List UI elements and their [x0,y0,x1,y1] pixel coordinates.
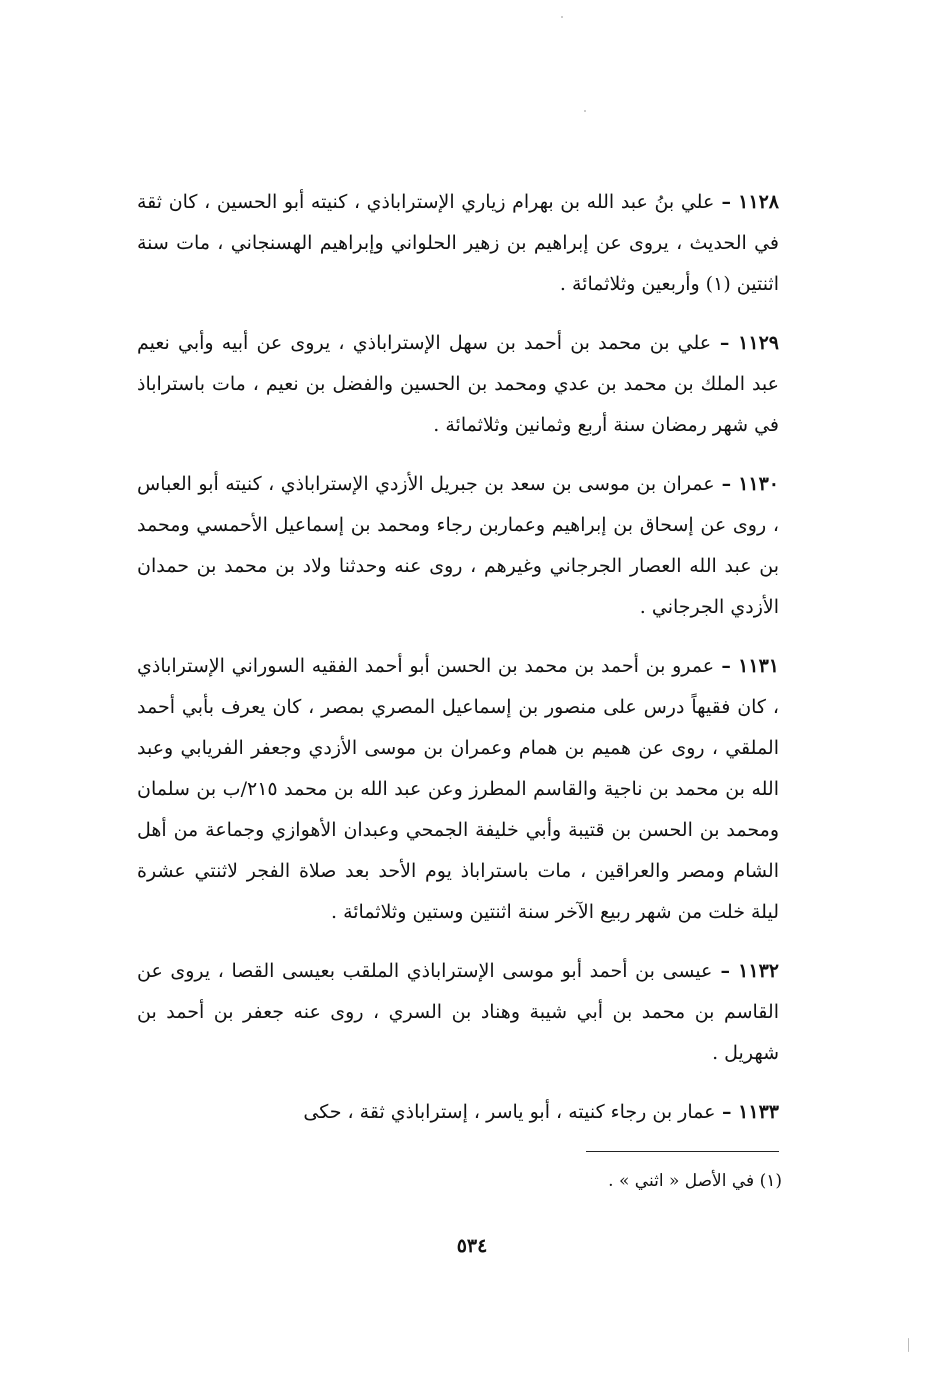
footnote-divider [586,1151,779,1152]
scan-speck [584,110,586,112]
main-text [137,182,779,1151]
biography-entry-1129 [137,323,779,446]
entry-text: علي بن محمد بن أحمد بن سهل الإستراباذي ، يروى عن أبيه وأبي نعيم عبد الملك بن محمد بن عدي ومحمد بن الحسين والفضل بن نعيم ، مات باستراباذ في شهر رمضان سنة أربع وثمانين وثلاثمائة . [137,332,779,436]
entry-number: ١١٣٢ – [712,960,779,982]
entry-text: عيسى بن أحمد أبو موسى الإستراباذي الملقب بعيسى القصا ، يروى عن القاسم بن محمد بن أبي شيبة وهناد بن السري ، روى عنه جعفر بن أحمد بن شهريل . [137,960,779,1064]
entry-number: ١١٢٩ – [711,332,779,354]
biography-entry-1130 [137,464,779,628]
footnote: (١) في الأصل « اثني » . [608,1171,782,1191]
biography-entry-1133 [137,1092,779,1133]
entry-text: عمرو بن أحمد بن محمد بن الحسن أبو أحمد الفقيه السوراني الإستراباذي ، كان فقيهاً درس على منصور بن إسماعيل المصري بمصر ، كان يعرف بأبي أحمد الملقي ، روى عن هميم بن همام وعمران بن موسى الأزدي وجعفر الفريابي وعبد الله بن محمد بن ناجية والقاسم المطرز وعن عبد الله بن محمد ٢١٥/ب بن سلمان ومحمد بن الحسن بن قتيبة وأبي خليفة الجمحي وعبدان الأهوازي وجماعة من أهل الشام ومصر والعراقين ، مات باستراباذ يوم الأحد بعد صلاة الفجر لاثنتي عشرة ليلة خلت من شهر ربيع الآخر سنة اثنتين وستين وثلاثمائة . [137,655,779,923]
entry-text: عمران بن موسى بن سعد بن جبريل الأزدي الإستراباذي ، كنيته أبو العباس ، روى عن إسحاق بن إبراهيم وعماربن رجاء ومحمد بن إسماعيل الأحمسي ومحمد بن عبد الله العصار الجرجاني وغيرهم ، روى عنه وحدثنا ولاد بن محمد بن حمدان الأزدي الجرجاني . [137,473,779,618]
entry-text: علي بنُ عبد الله بن بهرام زياري الإستراباذي ، كنيته أبو الحسين ، كان ثقة في الحديث ، يروى عن إبراهيم بن زهير الحلواني وإبراهيم الهسنجاني ، مات سنة اثنتين (١) وأربعين وثلاثمائة . [137,191,779,295]
entry-text: عمار بن رجاء كنيته ، أبو ياسر ، إستراباذي ثقة ، حكى [303,1101,716,1123]
entry-number: ١١٣٣ – [715,1101,779,1123]
biography-entry-1128 [137,182,779,305]
page-number: ٥٣٤ [456,1235,488,1257]
scan-speck [908,1338,909,1352]
entry-number: ١١٣١ – [714,655,779,677]
entry-number: ١١٢٨ – [714,191,779,213]
scan-speck [561,16,563,18]
biography-entry-1131 [137,646,779,933]
biography-entry-1132 [137,951,779,1074]
entry-number: ١١٣٠ – [715,473,779,495]
